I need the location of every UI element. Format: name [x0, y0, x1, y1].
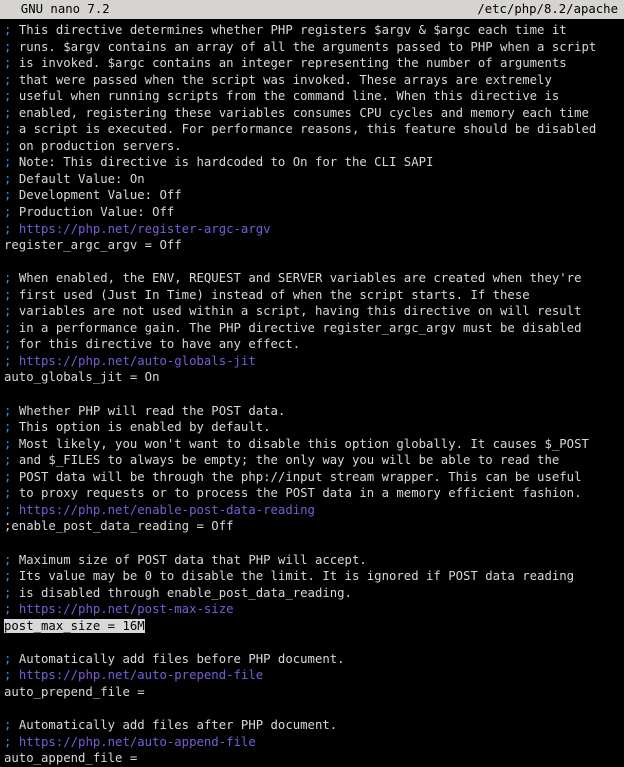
editor-line[interactable] [4, 39, 620, 56]
editor-line[interactable] [4, 72, 620, 89]
editor-line[interactable] [4, 88, 620, 105]
editor-line[interactable] [4, 353, 620, 370]
nano-file-path-label: /etc/php/8.2/apache [477, 2, 618, 17]
comment-marker: ; [4, 469, 19, 484]
comment-text: Its value may be 0 to disable the limit. It is ignored if POST data reading [18, 569, 575, 584]
comment-marker: ; [4, 403, 19, 418]
comment-marker: ; [4, 287, 19, 302]
comment-text: runs. $argv contains an array of all the arguments passed to PHP when a script [18, 39, 597, 54]
editor-line[interactable] [4, 667, 620, 684]
editor-line[interactable] [4, 502, 620, 519]
comment-text: in a performance gain. The PHP directive register_argc_argv must be disabled [18, 320, 582, 335]
directive-line-text: auto_globals_jit = On [4, 370, 160, 385]
editor-line[interactable] [4, 684, 620, 701]
comment-marker: ; [4, 552, 19, 567]
comment-text: This directive determines whether PHP registers $argv & $argc each time it [18, 23, 567, 37]
comment-marker: ; [4, 585, 19, 600]
directive-line-text: auto_prepend_file = [4, 684, 145, 699]
comment-text: for this directive to have any effect. [18, 337, 301, 352]
blank-line[interactable] [4, 535, 620, 552]
comment-text: When enabled, the ENV, REQUEST and SERVER variables are created when they're [18, 271, 582, 286]
comment-marker: ; [4, 271, 19, 286]
comment-text: This option is enabled by default. [18, 420, 271, 435]
comment-marker: ; [4, 138, 19, 153]
comment-text: a script is executed. For performance reasons, this feature should be disabled [18, 122, 597, 137]
editor-line[interactable] [4, 419, 620, 436]
comment-marker: ; [4, 56, 19, 71]
nano-text-area[interactable] [0, 19, 624, 767]
comment-text: on production servers. [18, 138, 182, 153]
comment-text: Maximum size of POST data that PHP will accept. [18, 552, 367, 567]
doc-url-text: https://php.net/register-argc-argv [18, 221, 271, 236]
editor-line[interactable] [4, 452, 620, 469]
blank-line[interactable] [4, 634, 620, 651]
directive-line-text: ;enable_post_data_reading = Off [4, 519, 234, 534]
editor-line[interactable] [4, 436, 620, 453]
comment-marker: ; [4, 337, 19, 352]
comment-text: and $_FILES to always be empty; the only way you will be able to read the [18, 453, 560, 468]
editor-line[interactable] [4, 651, 620, 668]
comment-text: Development Value: Off [18, 188, 182, 203]
editor-line[interactable] [4, 204, 620, 221]
comment-text: POST data will be through the php://input stream wrapper. This can be useful [18, 469, 582, 484]
comment-text: first used (Just In Time) instead of when the script starts. If these [18, 287, 530, 302]
comment-text: is disabled through enable_post_data_reading. [18, 585, 352, 600]
comment-text: Production Value: Off [18, 205, 175, 220]
blank-line[interactable] [4, 386, 620, 403]
editor-line[interactable] [4, 55, 620, 72]
nano-title-bar [0, 0, 624, 19]
editor-line[interactable] [4, 618, 620, 635]
comment-marker: ; [4, 171, 19, 186]
doc-url-text: https://php.net/enable-post-data-reading [18, 502, 315, 517]
nano-version-label: GNU nano 7.2 [6, 2, 110, 17]
comment-marker: ; [4, 353, 19, 368]
editor-line[interactable] [4, 237, 620, 254]
directive-line-text: register_argc_argv = Off [4, 238, 182, 253]
editor-line[interactable] [4, 287, 620, 304]
comment-text: Note: This directive is hardcoded to On for the CLI SAPI [18, 155, 434, 170]
editor-line[interactable] [4, 138, 620, 155]
comment-text: Automatically add files before PHP document. [18, 651, 345, 666]
editor-line[interactable] [4, 585, 620, 602]
comment-marker: ; [4, 436, 19, 451]
comment-marker: ; [4, 304, 19, 319]
comment-marker: ; [4, 23, 19, 37]
selected-directive-line[interactable]: post_max_size = 16M [4, 618, 145, 633]
editor-line[interactable] [4, 734, 620, 751]
editor-line[interactable] [4, 552, 620, 569]
comment-text: to proxy requests or to process the POST data in a memory efficient fashion. [18, 486, 582, 501]
comment-marker: ; [4, 205, 19, 220]
comment-marker: ; [4, 602, 19, 617]
editor-line[interactable] [4, 336, 620, 353]
comment-text: Most likely, you won't want to disable this option globally. It causes $_POST [18, 436, 589, 451]
doc-url-text: https://php.net/auto-append-file [18, 734, 256, 749]
editor-line[interactable] [4, 270, 620, 287]
editor-line[interactable] [4, 320, 620, 337]
comment-text: Whether PHP will read the POST data. [18, 403, 286, 418]
comment-marker: ; [4, 122, 19, 137]
comment-marker: ; [4, 155, 19, 170]
comment-text: Automatically add files after PHP document. [18, 717, 338, 732]
directive-line-text: auto_append_file = [4, 751, 138, 766]
blank-line[interactable] [4, 700, 620, 717]
comment-text: variables are not used within a script, having this directive on will result [18, 304, 582, 319]
editor-line[interactable] [4, 105, 620, 122]
comment-marker: ; [4, 72, 19, 87]
comment-marker: ; [4, 221, 19, 236]
comment-marker: ; [4, 668, 19, 683]
comment-marker: ; [4, 89, 19, 104]
editor-line[interactable] [4, 187, 620, 204]
comment-marker: ; [4, 320, 19, 335]
doc-url-text: https://php.net/auto-globals-jit [18, 353, 256, 368]
editor-line[interactable] [4, 485, 620, 502]
doc-url-text: https://php.net/auto-prepend-file [18, 668, 264, 683]
editor-line[interactable] [4, 717, 620, 734]
comment-text: useful when running scripts from the command line. When this directive is [18, 89, 560, 104]
editor-line[interactable] [4, 154, 620, 171]
comment-marker: ; [4, 39, 19, 54]
comment-marker: ; [4, 453, 19, 468]
doc-url-text: https://php.net/post-max-size [18, 602, 234, 617]
comment-marker: ; [4, 717, 19, 732]
blank-line[interactable] [4, 254, 620, 271]
comment-marker: ; [4, 486, 19, 501]
editor-line[interactable] [4, 221, 620, 238]
comment-text: enabled, registering these variables consumes CPU cycles and memory each time [18, 105, 589, 120]
editor-line[interactable] [4, 518, 620, 535]
editor-line[interactable] [4, 403, 620, 420]
editor-line[interactable] [4, 303, 620, 320]
comment-text: that were passed when the script was invoked. These arrays are extremely [18, 72, 552, 87]
comment-marker: ; [4, 569, 19, 584]
comment-marker: ; [4, 651, 19, 666]
comment-text: is invoked. $argc contains an integer representing the number of arguments [18, 56, 567, 71]
comment-marker: ; [4, 502, 19, 517]
editor-line[interactable] [4, 469, 620, 486]
editor-line[interactable] [4, 568, 620, 585]
editor-line[interactable] [4, 22, 620, 39]
comment-marker: ; [4, 105, 19, 120]
comment-marker: ; [4, 420, 19, 435]
comment-text: Default Value: On [18, 171, 145, 186]
editor-line[interactable] [4, 750, 620, 767]
comment-marker: ; [4, 188, 19, 203]
comment-marker: ; [4, 734, 19, 749]
editor-line[interactable] [4, 121, 620, 138]
editor-line[interactable] [4, 369, 620, 386]
editor-line[interactable] [4, 171, 620, 188]
editor-line[interactable] [4, 601, 620, 618]
